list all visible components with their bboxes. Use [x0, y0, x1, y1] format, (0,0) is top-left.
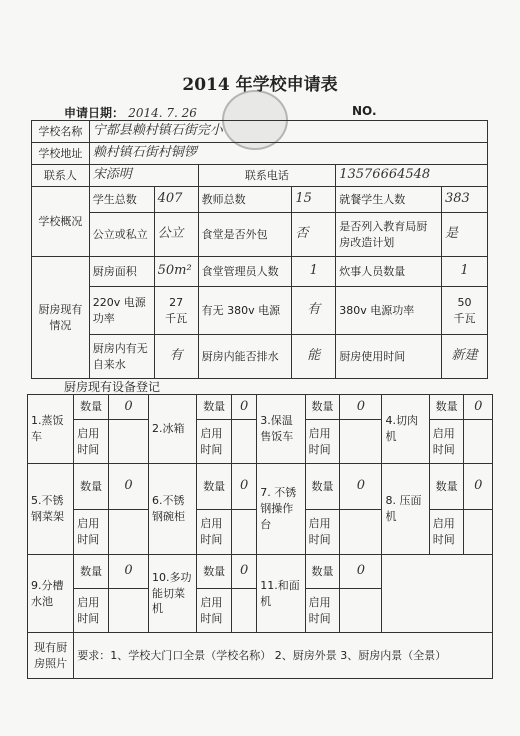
- equipment-name: 11.和面机: [257, 555, 305, 633]
- phone-value: 13576664548: [336, 165, 488, 187]
- contact-value: 宋添明: [89, 165, 198, 187]
- school-address-label: 学校地址: [32, 143, 90, 165]
- has380-label: 有无 380v 电源: [198, 287, 292, 335]
- usage-time-value: 新建: [442, 335, 488, 379]
- managers-value: 1: [292, 257, 336, 287]
- contact-label: 联系人: [32, 165, 90, 187]
- school-name-value: 宁都县赖村镇石街完小: [89, 121, 487, 143]
- equipment-start-time-value: [232, 589, 257, 633]
- equipment-start-time-label: 启用时间: [74, 510, 109, 555]
- power220-unit: 千瓦: [165, 311, 188, 325]
- usage-time-label: 厨房使用时间: [336, 335, 442, 379]
- dining-value: 383: [442, 187, 488, 213]
- school-name-label: 学校名称: [32, 121, 90, 143]
- water-label: 厨房内有无自来水: [89, 335, 154, 379]
- cooks-label: 炊事人员数量: [336, 257, 442, 287]
- equipment-start-time-value: [340, 420, 382, 464]
- equipment-qty-label: 数量: [74, 395, 109, 420]
- public-value: 公立: [154, 213, 198, 257]
- empty-cell: [382, 555, 493, 633]
- equipment-qty-label: 数量: [429, 395, 464, 420]
- equipment-name: 4.切肉机: [382, 395, 429, 464]
- phone-label: 联系电话: [198, 165, 336, 187]
- equipment-start-time-label: 启用时间: [305, 510, 340, 555]
- application-date-row: [64, 104, 197, 121]
- renovation-plan-label: 是否列入教育局厨房改造计划: [336, 213, 442, 257]
- power380-cell: [442, 287, 488, 335]
- overview-section-label: 学校概况: [32, 187, 90, 257]
- drain-value: 能: [292, 335, 336, 379]
- equipment-qty-value: 0: [340, 555, 382, 589]
- equipment-qty-label: 数量: [429, 464, 464, 510]
- public-label: 公立或私立: [89, 213, 154, 257]
- equipment-start-time-value: [108, 420, 148, 464]
- power220-cell: [154, 287, 198, 335]
- teachers-value: 15: [292, 187, 336, 213]
- school-info-table: [31, 120, 488, 379]
- equipment-qty-value: 0: [108, 464, 148, 510]
- dining-label: 就餐学生人数: [336, 187, 442, 213]
- students-value: 407: [154, 187, 198, 213]
- equipment-start-time-label: 启用时间: [429, 510, 464, 555]
- equipment-name: 5.不锈钢菜架: [28, 464, 74, 555]
- equipment-qty-label: 数量: [305, 395, 340, 420]
- equipment-qty-value: 0: [340, 464, 382, 510]
- photo-requirements: 要求：1、学校大门口全景（学校名称） 2、厨房外景 3、厨房内景（全景）: [74, 633, 493, 679]
- equipment-qty-value: 0: [464, 395, 493, 420]
- equipment-start-time-label: 启用时间: [305, 589, 340, 633]
- equipment-name: 9.分槽水池: [28, 555, 74, 633]
- equipment-qty-value: 0: [108, 555, 148, 589]
- equipment-qty-value: 0: [108, 395, 148, 420]
- equipment-qty-label: 数量: [305, 555, 340, 589]
- power380-unit: 千瓦: [453, 311, 476, 325]
- has380-value: 有: [292, 287, 336, 335]
- equipment-qty-value: 0: [232, 395, 257, 420]
- outsource-label: 食堂是否外包: [198, 213, 292, 257]
- equipment-qty-value: 0: [232, 555, 257, 589]
- photos-label: 现有厨房照片: [28, 633, 74, 679]
- equipment-qty-value: 0: [340, 395, 382, 420]
- equipment-start-time-value: [108, 510, 148, 555]
- equipment-start-time-value: [232, 510, 257, 555]
- form-number-label: NO.: [352, 104, 377, 118]
- equipment-qty-value: 0: [464, 464, 493, 510]
- equipment-qty-label: 数量: [197, 555, 232, 589]
- equipment-start-time-value: [464, 510, 493, 555]
- equipment-qty-value: 0: [232, 464, 257, 510]
- outsource-value: 否: [292, 213, 336, 257]
- area-value: 50m²: [154, 257, 198, 287]
- equipment-name: 7. 不锈钢操作台: [257, 464, 305, 555]
- equipment-start-time-label: 启用时间: [74, 589, 109, 633]
- equipment-start-time-label: 启用时间: [74, 420, 109, 464]
- equipment-name: 3.保温售饭车: [257, 395, 305, 464]
- water-value: 有: [154, 335, 198, 379]
- equipment-qty-label: 数量: [197, 395, 232, 420]
- cooks-value: 1: [442, 257, 488, 287]
- power220-label: 220v 电源功率: [89, 287, 154, 335]
- equipment-qty-label: 数量: [74, 464, 109, 510]
- equipment-start-time-label: 启用时间: [197, 420, 232, 464]
- power380-value: 50: [457, 295, 472, 309]
- equipment-name: 10.多功能切菜机: [148, 555, 196, 633]
- form-title: 2014 年学校申请表: [182, 75, 338, 95]
- equipment-qty-label: 数量: [305, 464, 340, 510]
- equipment-qty-label: 数量: [74, 555, 109, 589]
- date-value: 2014. 7. 26: [128, 106, 197, 120]
- area-label: 厨房面积: [89, 257, 154, 287]
- drain-label: 厨房内能否排水: [198, 335, 292, 379]
- equipment-start-time-label: 启用时间: [305, 420, 340, 464]
- school-address-value: 赖村镇石街村铜锣: [89, 143, 487, 165]
- renovation-plan-value: 是: [442, 213, 488, 257]
- kitchen-section-label: 厨房现有情况: [32, 257, 90, 379]
- equipment-name: 8. 压面机: [382, 464, 429, 555]
- equipment-start-time-value: [340, 510, 382, 555]
- equipment-start-time-value: [232, 420, 257, 464]
- equipment-start-time-label: 启用时间: [429, 420, 464, 464]
- equipment-name: 1.蒸饭车: [28, 395, 74, 464]
- equipment-name: 6.不锈钢碗柜: [148, 464, 196, 555]
- equipment-start-time-label: 启用时间: [197, 510, 232, 555]
- equipment-qty-label: 数量: [197, 464, 232, 510]
- equipment-start-time-value: [464, 420, 493, 464]
- equipment-start-time-value: [108, 589, 148, 633]
- equipment-start-time-value: [340, 589, 382, 633]
- managers-label: 食堂管理员人数: [198, 257, 292, 287]
- teachers-label: 教师总数: [198, 187, 292, 213]
- power220-value: 27: [169, 295, 184, 309]
- equipment-start-time-label: 启用时间: [197, 589, 232, 633]
- equipment-name: 2.冰箱: [148, 395, 196, 464]
- students-label: 学生总数: [89, 187, 154, 213]
- power380-label: 380v 电源功率: [336, 287, 442, 335]
- equipment-table: [27, 394, 493, 679]
- equipment-section-title: 厨房现有设备登记: [64, 380, 161, 394]
- date-label: 申请日期：: [64, 106, 125, 120]
